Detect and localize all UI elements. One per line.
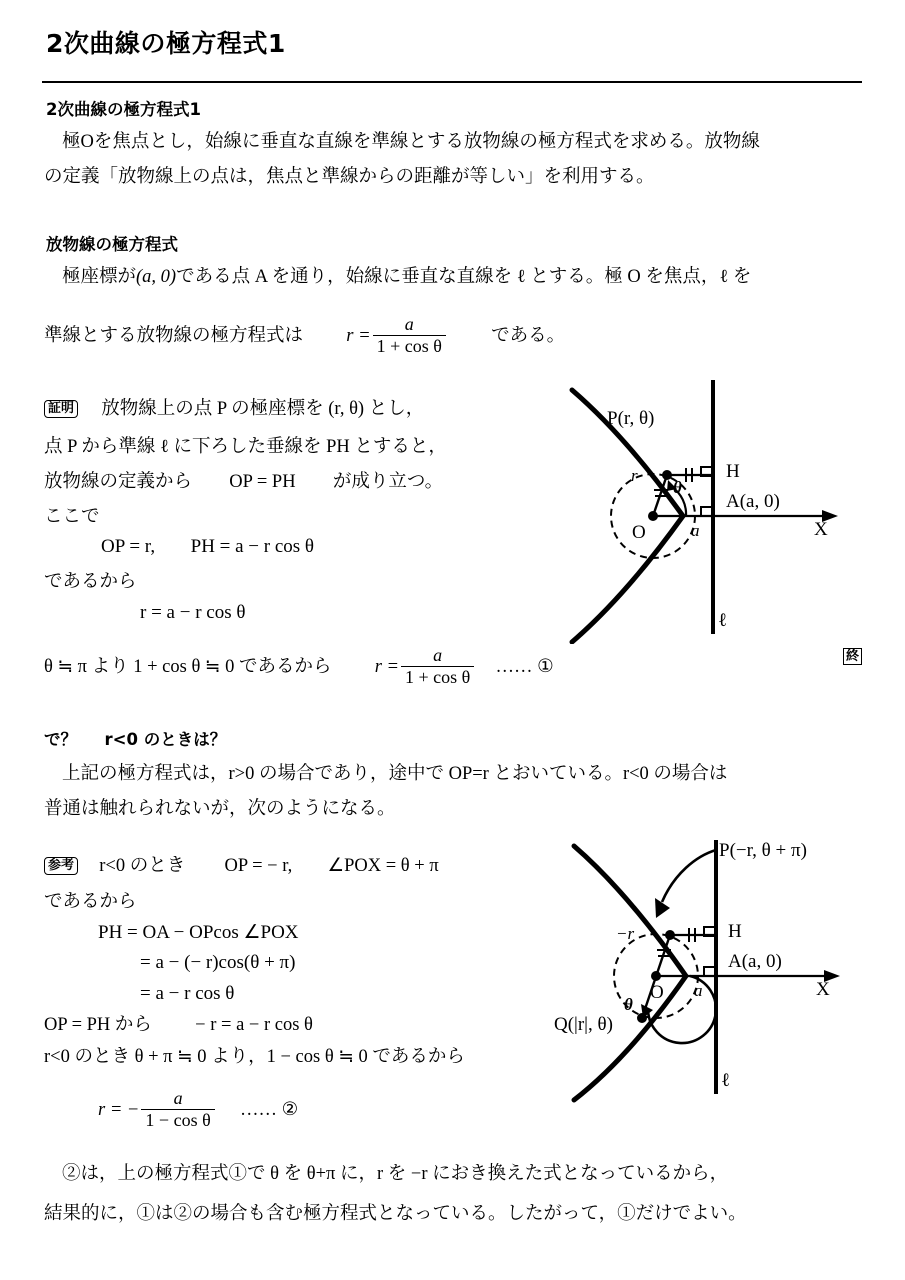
proof-fraction-numerator: a xyxy=(433,645,443,665)
section2-line1-post: である点 A を通り，始線に垂直な直線を ℓ とする。極 O を焦点，ℓ を xyxy=(176,267,752,287)
proof-line5 xyxy=(101,536,314,558)
point-q-dot xyxy=(637,1013,647,1023)
reference-line4: = a − (− r)cos(θ + π) xyxy=(140,952,296,973)
figure2-label-p: P(−r, θ + π) xyxy=(719,840,807,861)
proof-line5-ph: PH = a − r cos θ xyxy=(190,536,315,557)
point-o-dot xyxy=(648,511,658,521)
section1-paragraph-line2: の定義「放物線上の点は，焦点と準線からの距離が等しい」を利用する。 xyxy=(44,167,655,187)
section-heading-2: 放物線の極方程式 xyxy=(46,235,178,254)
reference-badge: 参考 xyxy=(44,857,78,875)
section2-line2-post: である。 xyxy=(491,326,566,347)
figure-parabola-r-negative xyxy=(556,832,896,1104)
proof-badge: 証明 xyxy=(44,400,78,418)
reference-line6-equation: − r = a − r cos θ xyxy=(195,1015,313,1035)
right-angle-mark-a xyxy=(701,507,712,516)
right-angle-mark-a xyxy=(704,967,715,976)
reference-line1-angle: ∠POX = θ + π xyxy=(327,856,439,876)
reference-line5: = a − r cos θ xyxy=(140,983,235,1004)
fraction-numerator: a xyxy=(404,314,414,334)
section1-paragraph-line1: 極Oを焦点とし，始線に垂直な直線を準線とする放物線の極方程式を求める。放物線 xyxy=(62,132,760,152)
section-heading-3 xyxy=(44,726,226,750)
reference-line3: PH = OA − OPcos ∠POX xyxy=(98,922,299,943)
figure2-label-theta: θ xyxy=(624,995,633,1014)
section-heading-1: 2次曲線の極方程式1 xyxy=(46,100,201,119)
reference-result-r: r = − xyxy=(98,1100,140,1121)
reference-line1-condition: r<0 のとき xyxy=(99,856,186,876)
figure1-label-a: A(a, 0) xyxy=(726,491,780,512)
section2-line1 xyxy=(62,268,751,287)
reference-line7: r<0 のとき θ + π ≒ 0 より，1 − cos θ ≒ 0 であるから xyxy=(44,1047,465,1067)
proof-result-fraction xyxy=(401,646,474,688)
proof-line8-condition: θ ≒ π より 1 + cos θ ≒ 0 であるから xyxy=(44,657,332,678)
reference-fraction-denominator: 1 − cos θ xyxy=(141,1109,214,1131)
reference-line8 xyxy=(98,1090,298,1132)
section2-line2-pre: 準線とする放物線の極方程式は xyxy=(44,326,304,347)
figure-parabola-r-positive xyxy=(560,372,890,644)
reference-line6 xyxy=(44,1016,313,1035)
figure2-svg xyxy=(556,832,896,1104)
proof-line5-op: OP = r, xyxy=(101,536,156,557)
figure2-label-a: A(a, 0) xyxy=(728,951,782,972)
conclusion-line2: 結果的に，①は②の場合も含む極方程式となっている。したがって，①だけでよい。 xyxy=(44,1204,747,1224)
proof-line3-equation: OP = PH xyxy=(229,472,296,492)
figure2-label-a-segment: a xyxy=(694,981,703,1000)
proof-line6: であるから xyxy=(44,572,137,592)
pointer-arrow-curve xyxy=(662,850,716,902)
figure1-label-a-segment: a xyxy=(691,521,700,540)
section3-paragraph-line2: 普通は触れられないが，次のようになる。 xyxy=(44,799,396,819)
parabola-curve xyxy=(574,846,686,1100)
proof-equation-reference: …… ① xyxy=(495,657,554,678)
formula-fraction-main xyxy=(373,315,446,357)
page-title: 2次曲線の極方程式1 xyxy=(46,29,286,58)
figure1-label-theta: θ xyxy=(673,478,682,497)
figure1-label-o: O xyxy=(632,522,646,543)
conclusion-line1: ②は，上の極方程式①で θ を θ+π に，r を −r におき換えた式となっているから， xyxy=(62,1164,729,1184)
section2-line1-coordinate: (a, 0) xyxy=(136,267,177,287)
reference-result-fraction xyxy=(141,1089,214,1131)
proof-line8 xyxy=(44,647,554,689)
reference-equation-reference: …… ② xyxy=(239,1100,299,1121)
figure1-label-h: H xyxy=(726,461,740,482)
reference-line2: であるから xyxy=(44,892,137,912)
proof-line1 xyxy=(44,400,424,419)
figure2-label-h: H xyxy=(728,921,742,942)
proof-line1-text: 放物線上の点 P の極座標を (r, θ) とし， xyxy=(101,399,425,419)
section3-heading-main: r<0 のときは？ xyxy=(104,730,227,749)
reference-fraction-numerator: a xyxy=(173,1088,183,1108)
proof-result-r: r = xyxy=(374,657,400,678)
section3-paragraph-line1: 上記の極方程式は，r>0 の場合であり，途中で OP=r とおいている。r<0 の場合は xyxy=(62,764,728,784)
formula-r-equals: r = xyxy=(346,326,371,347)
figure2-label-x-axis: X xyxy=(816,979,830,1000)
figure1-label-x-axis: X xyxy=(814,519,828,540)
proof-line2: 点 P から準線 ℓ に下ろした垂線を PH とすると， xyxy=(44,437,447,457)
proof-line4: ここで xyxy=(44,507,100,527)
figure2-label-q: Q(|r|, θ) xyxy=(554,1014,613,1035)
proof-line3-post: が成り立つ。 xyxy=(332,472,444,492)
point-p-dot xyxy=(665,930,675,940)
section2-line2 xyxy=(44,316,565,358)
proof-fraction-denominator: 1 + cos θ xyxy=(401,666,474,688)
proof-line3 xyxy=(44,473,443,492)
proof-line7: r = a − r cos θ xyxy=(140,602,246,623)
figure1-label-radius: r xyxy=(631,466,638,485)
section3-heading-prefix: で？ xyxy=(44,730,77,749)
figure2-label-o: O xyxy=(650,982,664,1003)
figure1-label-p: P(r, θ) xyxy=(607,408,655,429)
figure1-label-directrix: ℓ xyxy=(718,610,728,631)
reference-line6-pre: OP = PH から xyxy=(44,1015,152,1035)
reference-line1 xyxy=(44,857,439,876)
figure2-label-minus-r: −r xyxy=(616,924,635,943)
figure2-label-directrix: ℓ xyxy=(721,1070,731,1091)
point-o-dot xyxy=(651,971,661,981)
section2-line1-pre: 極座標が xyxy=(62,267,137,287)
fraction-denominator: 1 + cos θ xyxy=(373,335,446,357)
point-p-dot xyxy=(662,470,672,480)
title-divider xyxy=(42,81,862,83)
proof-line3-pre: 放物線の定義から xyxy=(44,472,193,492)
reference-line1-op: OP = − r, xyxy=(224,856,293,876)
proof-end-mark: 終 xyxy=(843,648,862,665)
